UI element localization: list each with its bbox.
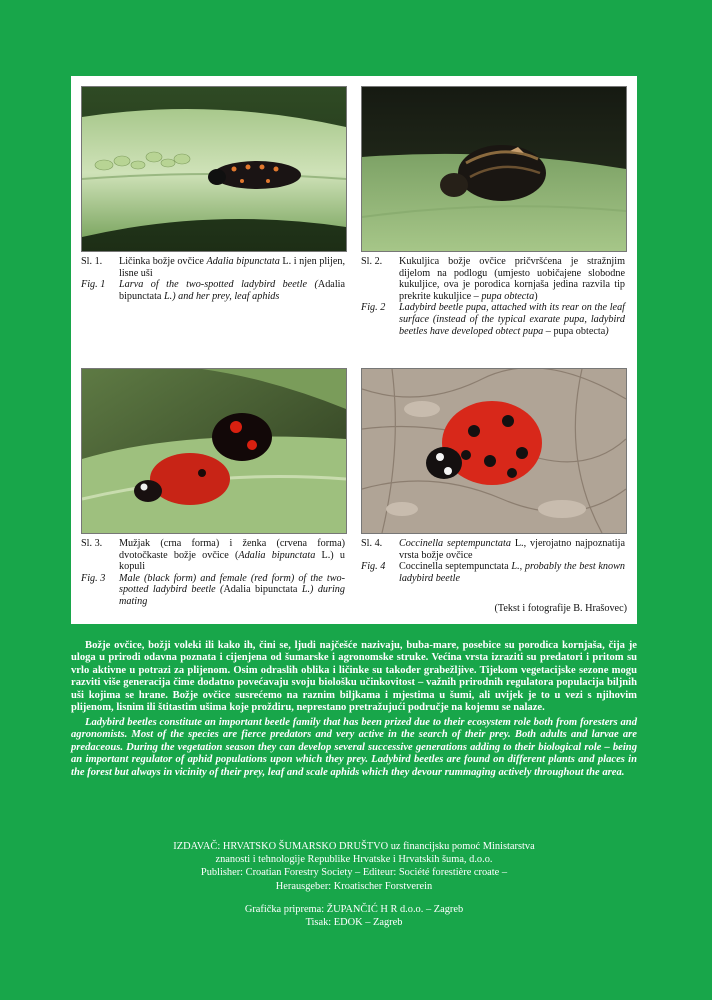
pupa-photo-image (362, 87, 626, 251)
caption-4-en (361, 561, 625, 584)
paragraph-english: Ladybird beetles constitute an important beetle family that has been prized due to their ecosystem role both from foresters and agronomists. Most of the species are fierce predators and very active in the search of their prey. Both adults and larvae are predaceous. During the vegetation season they can develop several successive generations adding to their biological role – being an important regulator of aphid populations upon which they prey. Ladybird beetles are found on different plants and places in the forest but always in vicinity of their prey, leaf and scale aphids which they devour rummaging actively throughout the area. (71, 716, 637, 778)
caption-2-hr-species: pupa obtecta (481, 290, 535, 302)
caption-3-en-species: Adalia bipunctata (223, 584, 298, 596)
photo-pupa-on-leaf (361, 86, 627, 252)
caption-2-en-part-b: ) (605, 325, 609, 337)
publisher-line-3: Publisher: Croatian Forestry Society – Editeur: Société forestière croate – (200, 867, 508, 879)
caption-1-en (81, 279, 345, 302)
caption-4-en-label: Fig. 4 (361, 561, 386, 573)
caption-2-hr (361, 256, 625, 302)
caption-2-hr-part-a: Kukuljica božje ovčice pričvršćena je stražnjim dijelom na podlogu (umjesto uobičajene slobodne kukuljice, ova je porodica kornjaša jedina razvila tip prekrite kukuljice – (399, 256, 625, 302)
caption-4-en-part-b: L., probably the best known ladybird beetle (399, 561, 625, 584)
caption-1-en-species: Adalia bipunctata (119, 279, 345, 302)
caption-2-en-text (399, 302, 625, 337)
mating-photo-image (82, 369, 346, 533)
publisher-line-1: IZDAVAČ: HRVATSKO ŠUMARSKO DRUŠTVO uz financijsku pomoć Ministarstva (173, 841, 535, 852)
caption-1-hr-label: Sl. 1. (81, 256, 103, 267)
caption-3-en-text (119, 573, 345, 608)
photo-mating-ladybirds (81, 368, 347, 534)
caption-2-hr-text (399, 256, 625, 302)
caption-3-en-part-b: L.) during mating (119, 584, 345, 607)
publisher-line-2: znanosti i tehnologije Republike Hrvatske i Hrvatskih šuma, d.o.o. (215, 854, 493, 866)
body-text (71, 640, 637, 781)
caption-4-en-text (399, 561, 625, 584)
caption-figure-1 (81, 256, 345, 302)
caption-4-hr-part-b: L., vjerojatno najpoznatija vrsta božje ovčice (399, 538, 625, 561)
caption-4-hr-label: Sl. 4. (361, 538, 383, 549)
caption-2-hr-part-b: ) (534, 290, 538, 302)
caption-2-en-part-a: Ladybird beetle pupa, attached with its rear on the leaf surface (instead of the typical exarate pupa, ladybird beetles have developed obtect pupa – (399, 302, 625, 337)
caption-1-hr (81, 256, 345, 279)
caption-3-en-label: Fig. 3 (81, 572, 106, 584)
caption-1-en-text (119, 279, 345, 302)
caption-1-en-part-b: L.) and her prey, leaf aphids (161, 290, 280, 302)
caption-figure-4 (361, 538, 625, 584)
seven-spot-photo-image (362, 369, 626, 533)
caption-3-hr-part-a: Mužjak (crna forma) i ženka (crvena forma) dvotočkaste božje ovčice ( (119, 538, 345, 561)
caption-4-hr-text (399, 538, 625, 561)
caption-2-hr-label: Sl. 2. (361, 256, 383, 267)
figure-panel (71, 76, 637, 624)
caption-4-hr (361, 538, 625, 561)
paragraph-croatian: Božje ovčice, božji voleki ili kako ih, čini se, ljudi najčešće nazivaju, buba-mare, posebice su porodica kornjaša, čija je uloga u prirodi odavna poznata i cijenjena od šumarske i agronomske struke. Većina vrsta izraziti su predatori i pritom su vrlo aktivne u potrazi za plijenom. Osim odraslih oblika i ličinke su također grabežljive. Tijekom vegetacijske sezone mogu razviti više generacija čime dodatno povećavaju svoju biološku učinkovitost – važnih prirodnih regulatora populacija biljnih uši kojima se hrane. Božje ovčice susrećemo na raznim biljkama i mjestima u šumi, ali uvijek je to u vezi s njihovim plijenom, lisnim ili štitastim ušima koje proždiru, neprestano pretražujući područje na kojemu se nalaze. (71, 640, 637, 714)
publisher-info (71, 840, 637, 929)
photo-larva-with-aphids (81, 86, 347, 252)
caption-2-en (361, 302, 625, 337)
caption-3-en (81, 573, 345, 608)
caption-1-en-part-a: Larva of the two-spotted ladybird beetle ( (119, 279, 318, 291)
caption-1-hr-part-b: L. i njen plijen, lisne uši (119, 256, 345, 279)
caption-figure-2 (361, 256, 625, 337)
caption-4-en-species: Coccinella septempunctata (399, 561, 509, 573)
caption-3-hr-label: Sl. 3. (81, 538, 103, 549)
publisher-gap (71, 893, 637, 903)
caption-4-hr-species: Coccinella septempunctata (399, 538, 511, 549)
caption-3-hr-part-b: L.) u kopuli (119, 549, 345, 573)
photo-seven-spot-ladybird (361, 368, 627, 534)
printer-line: Tisak: EDOK – Zagreb (305, 917, 403, 929)
caption-2-en-label: Fig. 2 (361, 302, 386, 314)
publisher-line-4: Herausgeber: Kroatischer Forstverein (275, 880, 433, 892)
caption-2-en-species: pupa obtecta (553, 325, 606, 337)
caption-1-hr-species: Adalia bipunctata (206, 256, 280, 267)
caption-figure-3 (81, 538, 345, 608)
caption-3-hr-text (119, 538, 345, 573)
photo-credit: (Tekst i fotografije B. Hrašovec) (494, 603, 627, 614)
caption-1-hr-text (119, 256, 345, 279)
caption-3-hr-species: Adalia bipunctata (238, 549, 316, 561)
caption-1-en-label: Fig. 1 (81, 279, 106, 291)
caption-3-hr (81, 538, 345, 573)
larva-photo-image (82, 87, 346, 251)
caption-1-hr-part-a: Ličinka božje ovčice (119, 256, 207, 267)
prepress-line: Grafička priprema: ŽUPANČIĆ H R d.o.o. – Zagreb (244, 903, 464, 915)
caption-3-en-part-a: Male (black form) and female (red form) of the two-spotted ladybird beetle ( (119, 572, 345, 596)
